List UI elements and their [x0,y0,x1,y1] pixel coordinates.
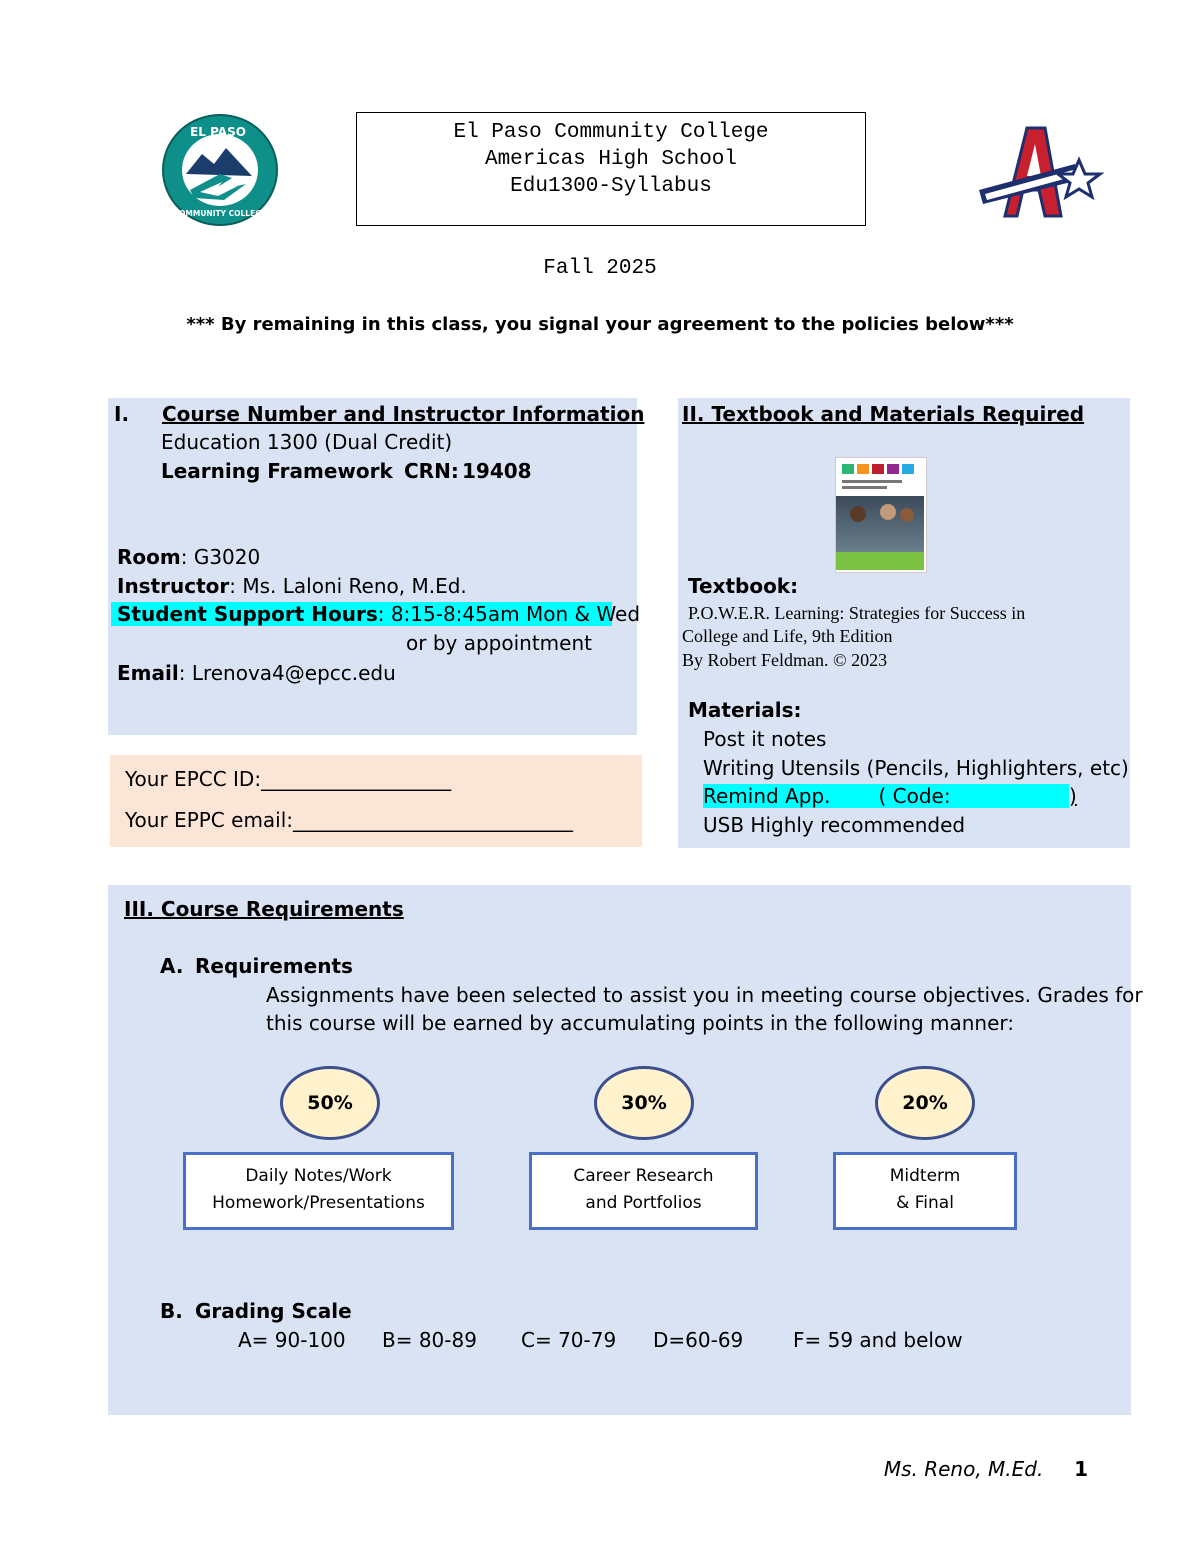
page-number: 1 [1074,1457,1088,1481]
weight-category-line: Homework/Presentations [212,1193,425,1213]
textbook-label: Textbook: [688,574,799,598]
materials-label: Materials: [688,698,802,722]
crn-label: CRN: [404,459,459,483]
school-name: Americas High School [484,148,738,171]
subsection-a-letter: A. [160,954,184,978]
email-label: Email [117,661,179,685]
epcc-email-label: Your EPPC email: [125,808,294,832]
epcc-email-blank: ____________________________ [293,808,574,832]
agreement-statement: *** By remaining in this class, you signal your agreement to the policies below*** [186,314,1014,335]
americas-logo [975,120,1105,220]
section-numeral: I. [114,402,130,426]
epcc-id-field[interactable] [125,767,451,791]
term: Fall 2025 [543,257,657,280]
textbook-line-2: College and Life, 9th Edition [682,626,893,646]
material-item: Post it notes [703,727,827,751]
footer-author: Ms. Reno, M.Ed. [883,1457,1044,1481]
weight-percent-badge: 30% [594,1066,694,1140]
support-hours-line [111,602,641,626]
section-course-info [108,398,645,735]
grade-scale-item: A= 90-100 [238,1328,346,1352]
subsection-a-title: Requirements [195,954,353,978]
page-footer [884,1457,1088,1481]
section-course-requirements [108,885,1143,1415]
instructor-line [117,574,467,598]
requirements-heading: III. Course Requirements [124,897,404,921]
room-label: Room [117,545,181,569]
course-framework: Learning Framework [161,459,393,483]
weight-category-line: Daily Notes/Work [245,1166,392,1186]
weight-category-box [529,1152,758,1230]
grade-scale-item: F= 59 and below [793,1328,963,1352]
remind-app-line [703,784,1077,808]
weight-category-line: Midterm [889,1166,961,1186]
epcc-email-field[interactable] [125,808,573,832]
requirements-intro-line-1: Assignments have been selected to assist you in meeting course objectives. Grades for [266,983,1143,1007]
college-name: El Paso Community College [453,121,769,144]
grade-scale-item: C= 70-79 [521,1328,617,1352]
crn-value: 19408 [462,459,532,483]
cover-title [842,464,918,465]
instructor-label: Instructor [117,574,230,598]
textbook-line-1: P.O.W.E.R. Learning: Strategies for Success in [688,603,1026,623]
weight-category-line: & Final [896,1193,954,1213]
logo-letter: A [997,150,998,151]
room-line [117,545,260,569]
course-name: Education 1300 (Dual Credit) [161,430,453,454]
weight-category-box [183,1152,454,1230]
remind-app-label: Remind App. [703,784,831,808]
remind-code-label: ( Code: [878,784,951,808]
textbook-cover-image [835,457,927,573]
logo-seal-text-top: EL PASO [190,125,246,139]
email-value: : Lrenova4@epcc.edu [178,661,396,685]
textbook-heading: II. Textbook and Materials Required [682,402,1085,426]
room-value: : G3020 [180,545,261,569]
epcc-id-label: Your EPCC ID: [125,767,262,791]
weight-category-box [833,1152,1017,1230]
subsection-b-title: Grading Scale [195,1299,352,1323]
email-line [117,661,396,685]
weight-category-line: and Portfolios [585,1193,702,1213]
student-id-box [110,755,642,847]
course-title: Edu1300-Syllabus [510,175,712,198]
epcc-logo [160,112,280,228]
support-hours-value: : 8:15-8:45am Mon & Wed [377,602,641,626]
support-hours-alt: or by appointment [406,631,592,655]
requirements-intro-line-2: this course will be earned by accumulating points in the following manner: [266,1011,1015,1035]
weight-percent-badge: 50% [280,1066,380,1140]
weight-category-line: Career Research [573,1166,714,1186]
support-hours-label: Student Support Hours [117,602,378,626]
section-heading: Course Number and Instructor Information [162,402,645,426]
logo-seal-text-bottom: COMMUNITY COLLEGE [173,209,267,218]
material-item: Writing Utensils (Pencils, Highlighters, etc) [703,756,1129,780]
epcc-id-blank: ___________________ [261,767,452,791]
usb-recommendation: USB Highly recommended [703,813,966,837]
textbook-line-3: By Robert Feldman. © 2023 [682,650,888,670]
title-box [356,112,866,226]
grade-scale-item: B= 80-89 [382,1328,477,1352]
weight-percent-badge: 20% [875,1066,975,1140]
section-textbook [678,398,1130,848]
subsection-b-letter: B. [160,1299,183,1323]
instructor-value: : Ms. Laloni Reno, M.Ed. [229,574,467,598]
grade-scale-item: D=60-69 [653,1328,744,1352]
remind-code-close: ) [1069,784,1077,808]
